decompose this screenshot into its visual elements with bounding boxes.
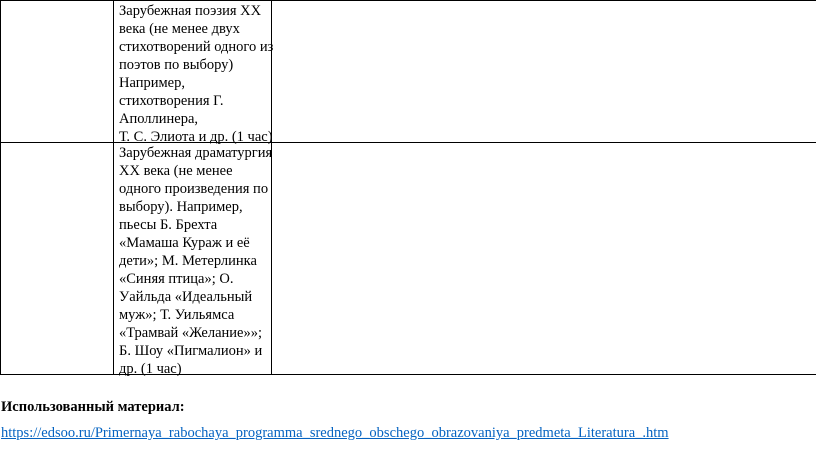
empty-cell <box>1 1 114 143</box>
text-line: стихотворений одного из <box>119 39 274 55</box>
text-line: Зарубежная поэзия ХХ <box>119 3 262 19</box>
text-line: стихотворения Г. <box>119 93 224 109</box>
text-line: «Синяя птица»; О. <box>119 271 234 287</box>
text-line: др. (1 час) <box>119 361 182 377</box>
text-line: Зарубежная драматургия <box>119 145 273 161</box>
table-row <box>1 1 816 143</box>
text-line: пьесы Б. Брехта <box>119 217 218 233</box>
text-line: Т. С. Элиота и др. (1 час) <box>119 129 273 145</box>
text-line: ХХ века (не менее <box>119 163 233 179</box>
empty-cell <box>272 143 816 375</box>
source-link[interactable]: https://edsoo.ru/Primernaya_rabochaya_programma_srednego_obschego_obrazovaniya_predmeta_Literatura_.htm <box>1 425 669 441</box>
text-line: «Мамаша Кураж и её <box>119 235 250 251</box>
text-line: выбору). Например, <box>119 199 243 215</box>
text-line: века (не менее двух <box>119 21 240 37</box>
table-row <box>1 143 816 375</box>
topic-cell <box>114 1 272 143</box>
text-line: дети»; М. Метерлинка <box>119 253 257 269</box>
text-line: Аполлинера, <box>119 111 199 127</box>
text-line: одного произведения по <box>119 181 269 197</box>
empty-cell <box>1 143 114 375</box>
text-line: Уайльда «Идеальный <box>119 289 253 305</box>
topic-cell <box>114 143 272 375</box>
text-line: «Трамвай «Желание»»; <box>119 325 262 341</box>
topic-text <box>114 1 274 145</box>
used-material-heading: Использованный материал: <box>1 399 185 415</box>
text-line: Например, <box>119 75 185 91</box>
text-line: поэтов по выбору) <box>119 57 234 73</box>
topic-text <box>114 143 273 377</box>
empty-cell <box>272 1 816 143</box>
text-line: муж»; Т. Уильямса <box>119 307 235 323</box>
text-line: Б. Шоу «Пигмалион» и <box>119 343 263 359</box>
